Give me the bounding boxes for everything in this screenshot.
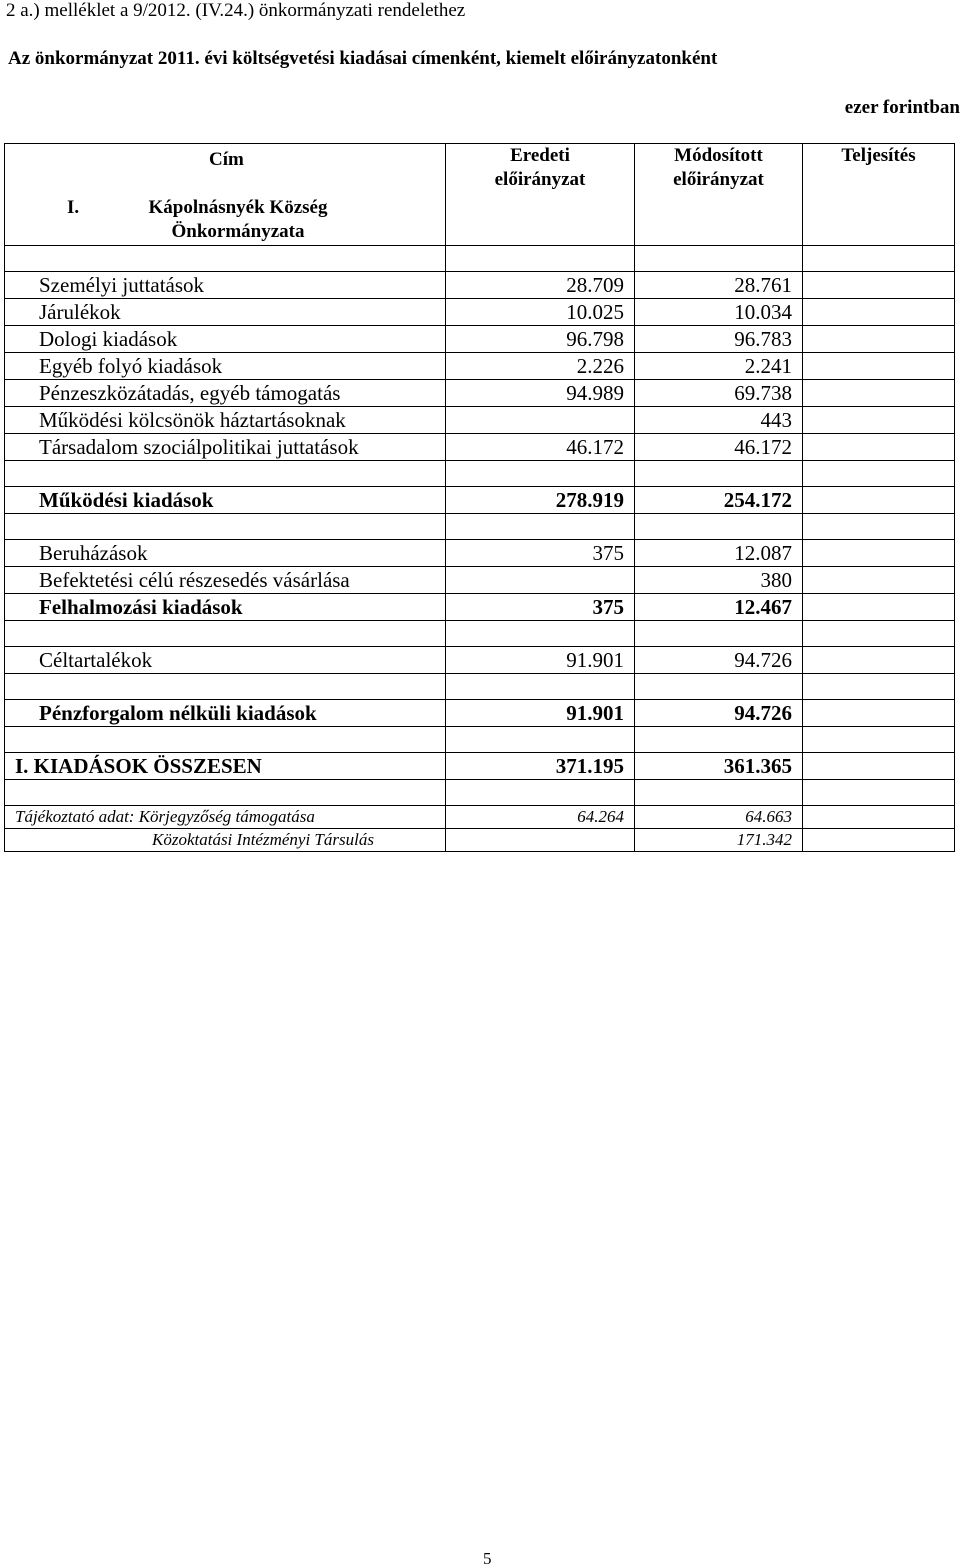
row-label: Tájékoztató adat: Körjegyzőség támogatása <box>5 806 446 829</box>
spacer-row <box>5 246 955 272</box>
cim-header <box>5 144 446 246</box>
table-row <box>5 380 955 407</box>
teljesites-value <box>803 594 955 621</box>
spacer-row <box>5 727 955 753</box>
cim-roman-numeral: I. <box>67 197 80 218</box>
grand-total-row <box>5 753 955 780</box>
teljesites-value <box>803 407 955 434</box>
table-row <box>5 647 955 674</box>
entity-name <box>123 196 353 244</box>
eredeti-header-line2: előirányzat <box>494 169 586 190</box>
subtotal-row <box>5 700 955 727</box>
info-row <box>5 829 955 852</box>
eredeti-value: 91.901 <box>446 700 635 727</box>
teljesites-value <box>803 806 955 829</box>
modositott-header <box>635 144 803 246</box>
row-label: Működési kölcsönök háztartásoknak <box>5 407 446 434</box>
eredeti-value <box>446 407 635 434</box>
eredeti-value: 375 <box>446 540 635 567</box>
modositott-value: 443 <box>635 407 803 434</box>
row-label: Egyéb folyó kiadások <box>5 353 446 380</box>
eredeti-header-line1: Eredeti <box>510 145 570 166</box>
teljesites-value <box>803 540 955 567</box>
eredeti-value: 64.264 <box>446 806 635 829</box>
modositott-value: 28.761 <box>635 272 803 299</box>
teljesites-value <box>803 567 955 594</box>
budget-table <box>4 143 955 852</box>
table-header-row <box>5 144 955 246</box>
eredeti-value: 94.989 <box>446 380 635 407</box>
eredeti-value: 28.709 <box>446 272 635 299</box>
row-label: Befektetési célú részesedés vásárlása <box>5 567 446 594</box>
modositott-value: 2.241 <box>635 353 803 380</box>
teljesites-value <box>803 326 955 353</box>
table-row <box>5 272 955 299</box>
teljesites-value <box>803 299 955 326</box>
teljesites-value <box>803 380 955 407</box>
unit-label: ezer forintban <box>844 97 960 118</box>
eredeti-value: 96.798 <box>446 326 635 353</box>
teljesites-value <box>803 647 955 674</box>
table-row <box>5 326 955 353</box>
table-row <box>5 434 955 461</box>
row-label: Beruházások <box>5 540 446 567</box>
cim-label: Cím <box>209 149 244 170</box>
modositott-header-line2: előirányzat <box>673 169 764 190</box>
table-row <box>5 353 955 380</box>
eredeti-value: 46.172 <box>446 434 635 461</box>
row-label: Pénzforgalom nélküli kiadások <box>5 700 446 727</box>
modositott-value: 254.172 <box>635 487 803 514</box>
eredeti-value: 278.919 <box>446 487 635 514</box>
row-label: Felhalmozási kiadások <box>5 594 446 621</box>
modositott-value: 94.726 <box>635 647 803 674</box>
row-label: Dologi kiadások <box>5 326 446 353</box>
spacer-row <box>5 674 955 700</box>
row-label: I. KIADÁSOK ÖSSZESEN <box>5 753 446 780</box>
page-number: 5 <box>483 1549 492 1568</box>
table-row <box>5 299 955 326</box>
teljesites-value <box>803 487 955 514</box>
document-title: Az önkormányzat 2011. évi költségvetési kiadásai címenként, kiemelt előirányzatonként <box>8 48 718 69</box>
teljesites-value <box>803 353 955 380</box>
info-row <box>5 806 955 829</box>
teljesites-value <box>803 700 955 727</box>
spacer-row <box>5 621 955 647</box>
eredeti-value: 91.901 <box>446 647 635 674</box>
table-row <box>5 407 955 434</box>
eredeti-value <box>446 829 635 852</box>
table-row <box>5 567 955 594</box>
entity-name-line2: Önkormányzata <box>171 221 305 242</box>
row-label: Céltartalékok <box>5 647 446 674</box>
teljesites-value <box>803 753 955 780</box>
modositott-value: 361.365 <box>635 753 803 780</box>
row-label: Személyi juttatások <box>5 272 446 299</box>
modositott-header-line1: Módosított <box>674 145 763 166</box>
annex-reference: 2 a.) melléklet a 9/2012. (IV.24.) önkormányzati rendelethez <box>6 0 466 21</box>
row-label: Pénzeszközátadás, egyéb támogatás <box>5 380 446 407</box>
eredeti-header <box>446 144 635 246</box>
modositott-value: 10.034 <box>635 299 803 326</box>
teljesites-header-label: Teljesítés <box>841 145 916 166</box>
modositott-value: 12.087 <box>635 540 803 567</box>
eredeti-value: 2.226 <box>446 353 635 380</box>
modositott-value: 64.663 <box>635 806 803 829</box>
row-label: Működési kiadások <box>5 487 446 514</box>
modositott-value: 96.783 <box>635 326 803 353</box>
row-label: Közoktatási Intézményi Társulás <box>5 829 446 852</box>
modositott-value: 69.738 <box>635 380 803 407</box>
subtotal-row <box>5 594 955 621</box>
spacer-row <box>5 780 955 806</box>
subtotal-row <box>5 487 955 514</box>
row-label: Társadalom szociálpolitikai juttatások <box>5 434 446 461</box>
eredeti-value <box>446 567 635 594</box>
eredeti-value: 10.025 <box>446 299 635 326</box>
spacer-row <box>5 461 955 487</box>
eredeti-value: 375 <box>446 594 635 621</box>
spacer-row <box>5 514 955 540</box>
modositott-value: 171.342 <box>635 829 803 852</box>
modositott-value: 12.467 <box>635 594 803 621</box>
modositott-value: 46.172 <box>635 434 803 461</box>
teljesites-header <box>803 144 955 246</box>
eredeti-value: 371.195 <box>446 753 635 780</box>
modositott-value: 380 <box>635 567 803 594</box>
table-row <box>5 540 955 567</box>
modositott-value: 94.726 <box>635 700 803 727</box>
row-label: Járulékok <box>5 299 446 326</box>
teljesites-value <box>803 272 955 299</box>
teljesites-value <box>803 829 955 852</box>
entity-name-line1: Kápolnásnyék Község <box>148 197 328 218</box>
teljesites-value <box>803 434 955 461</box>
